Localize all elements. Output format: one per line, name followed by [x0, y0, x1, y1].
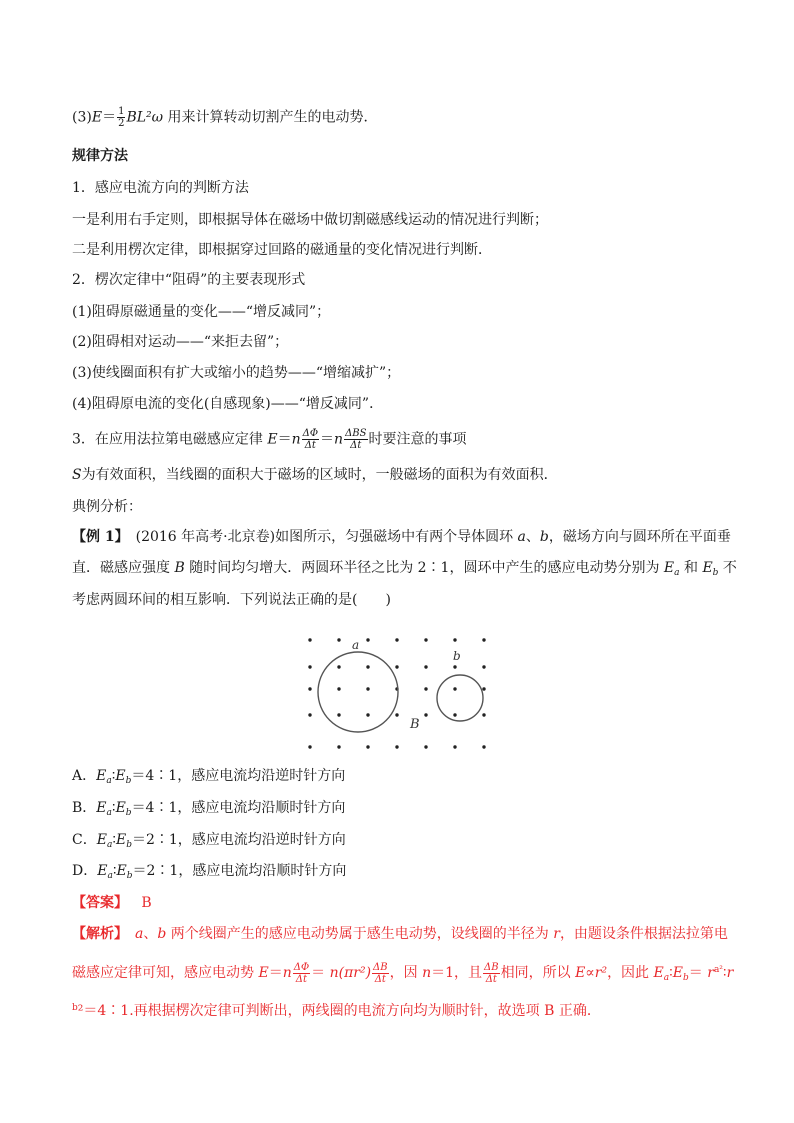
- field-dot: [337, 713, 340, 716]
- answer-line: [72, 893, 152, 913]
- field-dot: [308, 638, 311, 641]
- section-heading: 规律方法: [72, 148, 128, 164]
- example-1-line-1: 【例 1】 (2016 年高考·北京卷)如图所示，匀强磁场中有两个导体圆环 a、b，磁场方向与圆环所在平面垂: [72, 529, 731, 545]
- field-dot: [337, 745, 340, 748]
- field-dot: [366, 665, 369, 668]
- example-heading: 典例分析：: [72, 499, 142, 515]
- section-2-item: (1)阻碍原磁通量的变化——“增反减同”；: [72, 304, 331, 320]
- field-dot: [482, 687, 485, 690]
- example-1-line-3: 考虑两圆环间的相互影响．下列说法正确的是( ): [72, 592, 391, 608]
- section-2-title: 2．楞次定律中“阻碍”的主要表现形式: [72, 272, 306, 288]
- formula-line-3: (3)E＝ $\frac{1}{2}$ BL²ω 用来计算转动切割产生的电动势．: [72, 106, 378, 129]
- answer-tag: 【答案】: [72, 895, 128, 911]
- field-dot: [424, 638, 427, 641]
- label-b: b: [453, 649, 461, 663]
- fraction: $\frac{\Delta\Phi}{\Delta t}$: [302, 428, 319, 451]
- section-3-note: S为有效面积，当线圈的面积大于磁场的区域时，一般磁场的面积为有效面积．: [72, 467, 558, 483]
- option-d[interactable]: D．$E_a∶E_b=2∶1$，感应电流均沿顺时针方向: [72, 863, 347, 881]
- answer-value: B: [141, 895, 152, 911]
- field-dot: [453, 687, 456, 690]
- field-dot: [482, 665, 485, 668]
- section-1-line-2: 二是利用楞次定律，即根据穿过回路的磁通量的变化情况进行判断．: [72, 242, 492, 258]
- ring-b: [437, 675, 483, 721]
- section-2-item: (3)使线圈面积有扩大或缩小的趋势——“增缩减扩”；: [72, 365, 401, 381]
- field-dot: [482, 745, 485, 748]
- field-dot: [453, 745, 456, 748]
- field-dot: [482, 713, 485, 716]
- option-a[interactable]: A．$E_a∶E_b=4∶1$，感应电流均沿逆时针方向: [72, 768, 346, 786]
- fraction: $\frac{\text{ΔBS}}{\Delta t}$: [345, 428, 367, 451]
- analysis-line-2: 磁感应定律可知，感应电动势 E＝n $\frac{\Delta\Phi}{\Delta t}$ ＝ n(πr²) $\frac{\Delta B}{\Delta t}$ ，因 n＝1，且 $\frac{\Delta B}{\Delta t}$ 相同，所以 E∝r²，因此 $E_a∶E_b=$ $r^{a^2}∶r$: [72, 961, 734, 985]
- field-dot: [424, 745, 427, 748]
- fraction: $\frac{\Delta B}{\Delta t}$: [484, 961, 499, 985]
- field-dot: [482, 638, 485, 641]
- field-dot: [308, 713, 311, 716]
- fraction: $\frac{\Delta B}{\Delta t}$: [373, 961, 388, 985]
- field-dot: [424, 665, 427, 668]
- field-dot: [366, 713, 369, 716]
- label-B: B: [410, 717, 420, 732]
- example-1-line-2: 直．磁感应强度 B 随时间均匀增大．两圆环半径之比为 2∶1，圆环中产生的感应电动势分别为 $E_a$ 和 $E_b$ 不: [72, 560, 737, 578]
- section-3-title: 3．在应用法拉第电磁感应定律 E＝n $\frac{\Delta\Phi}{\Delta t}$ ＝n $\frac{\text{ΔBS}}{\Delta t}$ 时要注意的事项: [72, 428, 467, 451]
- option-c[interactable]: C．$E_a∶E_b=2∶1$，感应电流均沿逆时针方向: [72, 832, 346, 850]
- magnetic-field-figure: [300, 630, 500, 758]
- field-dot: [366, 745, 369, 748]
- field-dot: [308, 665, 311, 668]
- field-dot: [395, 665, 398, 668]
- field-dot: [453, 665, 456, 668]
- fraction: $\frac{\Delta\Phi}{\Delta t}$: [293, 961, 310, 985]
- example-tag: 【例 1】: [72, 529, 122, 545]
- ring-a: [318, 652, 398, 732]
- analysis-line-1: 【解析】 a、b 两个线圈产生的感应电动势属于感生电动势，设线圈的半径为 r，由题设条件根据法拉第电: [72, 926, 728, 942]
- field-dot: [453, 713, 456, 716]
- field-dot: [366, 638, 369, 641]
- field-dot: [424, 687, 427, 690]
- field-dot: [308, 687, 311, 690]
- section-1-title: 1．感应电流方向的判断方法: [72, 180, 249, 196]
- field-dot: [395, 638, 398, 641]
- field-dot: [424, 713, 427, 716]
- section-2-item: (4)阻碍原电流的变化(自感现象)——“增反减同”．: [72, 396, 384, 412]
- analysis-tag: 【解析】: [72, 926, 121, 942]
- option-b[interactable]: B．$E_a∶E_b=4∶1$，感应电流均沿顺时针方向: [72, 800, 346, 818]
- field-dot: [308, 745, 311, 748]
- field-dot: [453, 638, 456, 641]
- section-1-line-1: 一是利用右手定则，即根据导体在磁场中做切割磁感线运动的情况进行判断；: [72, 212, 548, 228]
- field-dot: [337, 687, 340, 690]
- field-dot: [395, 745, 398, 748]
- label-a: a: [352, 638, 360, 652]
- field-dot: [395, 713, 398, 716]
- field-dot: [366, 687, 369, 690]
- field-dot: [337, 665, 340, 668]
- field-dot: [337, 638, 340, 641]
- fraction: $\frac{1}{2}$: [118, 106, 125, 129]
- section-2-item: (2)阻碍相对运动——“来拒去留”；: [72, 334, 289, 350]
- analysis-line-3: $^b$²＝4∶1.再根据楞次定律可判断出，两线圈的电流方向均为顺时针，故选项 B 正确．: [72, 1003, 601, 1019]
